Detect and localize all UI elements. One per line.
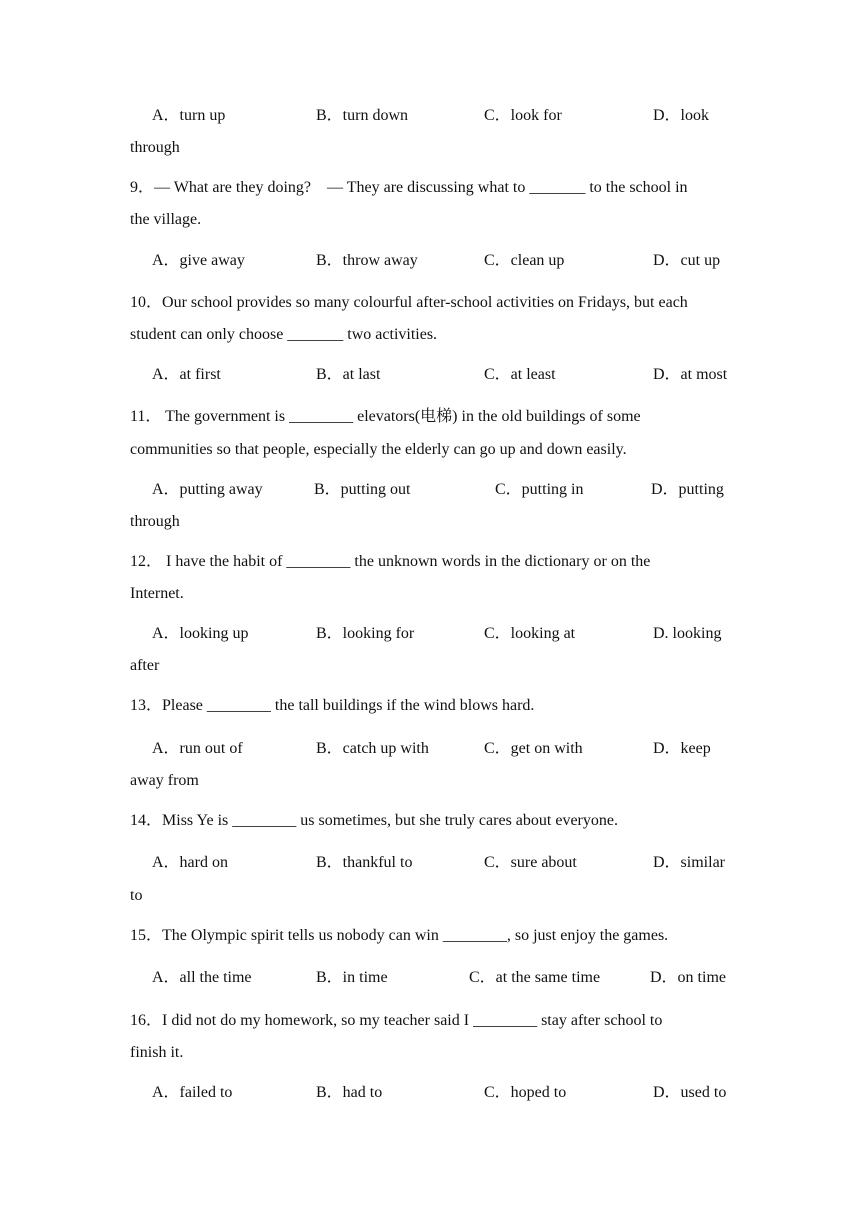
- q8-option-b: B．turn down: [316, 107, 409, 124]
- q14-option-a: A．hard on: [152, 854, 228, 871]
- q12-option-d-wrap: after: [130, 657, 160, 674]
- q16-option-a: A．failed to: [152, 1084, 233, 1101]
- q10-stem-line-2: student can only choose _______ two activities.: [130, 326, 438, 343]
- q12-option-a: A．looking up: [152, 625, 249, 642]
- q15-option-a: A．all the time: [152, 969, 252, 986]
- q10-option-c: C．at least: [484, 366, 556, 383]
- q12-stem-line-1: 12． I have the habit of ________ the unknown words in the dictionary or on the: [130, 553, 651, 570]
- q14-option-b: B．thankful to: [316, 854, 413, 871]
- q11-stem-line-1: 11． The government is ________ elevators(电梯) in the old buildings of some: [130, 408, 641, 425]
- q13-option-c: C．get on with: [484, 740, 583, 757]
- q14-number: 14．: [130, 812, 163, 829]
- q13-option-d: D．keep: [653, 740, 711, 757]
- q8-option-a: A．turn up: [152, 107, 226, 124]
- q13-option-a: A．run out of: [152, 740, 243, 757]
- q11-option-c: C．putting in: [495, 481, 584, 498]
- q8-option-c: C．look for: [484, 107, 562, 124]
- q12-number: 12．: [130, 553, 163, 570]
- q10-number: 10．: [130, 294, 163, 311]
- q12-option-d: D. looking: [653, 625, 722, 642]
- q9-option-d: D．cut up: [653, 252, 721, 269]
- q11-option-d: D．putting: [651, 481, 724, 498]
- q11-option-a: A．putting away: [152, 481, 263, 498]
- q11-option-b: B．putting out: [314, 481, 411, 498]
- q16-option-b: B．had to: [316, 1084, 383, 1101]
- q16-stem-line-1: 16．I did not do my homework, so my teacher said I ________ stay after school to: [130, 1012, 663, 1029]
- q12-option-b: B．looking for: [316, 625, 415, 642]
- q16-stem-line-2: finish it.: [130, 1044, 184, 1061]
- q13-option-d-wrap: away from: [130, 772, 199, 789]
- q12-option-c: C．looking at: [484, 625, 576, 642]
- q10-option-a: A．at first: [152, 366, 221, 383]
- q14-stem-line-1: 14．Miss Ye is ________ us sometimes, but she truly cares about everyone.: [130, 812, 618, 829]
- q15-stem-line-1: 15．The Olympic spirit tells us nobody can win ________, so just enjoy the games.: [130, 927, 669, 944]
- q13-stem-line-1: 13．Please ________ the tall buildings if the wind blows hard.: [130, 697, 535, 714]
- q9-number: 9．: [130, 179, 155, 196]
- q16-option-d: D．used to: [653, 1084, 727, 1101]
- q9-stem-line-2: the village.: [130, 211, 202, 228]
- q12-stem-line-2: Internet.: [130, 585, 184, 602]
- q8-option-d-wrap: through: [130, 139, 180, 156]
- q9-option-b: B．throw away: [316, 252, 418, 269]
- q13-option-b: B．catch up with: [316, 740, 429, 757]
- q10-option-b: B．at last: [316, 366, 381, 383]
- q15-option-d: D．on time: [650, 969, 726, 986]
- q11-stem-line-2: communities so that people, especially the elderly can go up and down easily.: [130, 441, 627, 458]
- q14-option-d: D．similar: [653, 854, 725, 871]
- q16-option-c: C．hoped to: [484, 1084, 567, 1101]
- q15-option-c: C．at the same time: [469, 969, 601, 986]
- q15-option-b: B．in time: [316, 969, 388, 986]
- q8-option-d: D．look: [653, 107, 710, 124]
- q9-stem-line-1: 9．— What are they doing? — They are discussing what to _______ to the school in: [130, 179, 688, 196]
- q10-option-d: D．at most: [653, 366, 728, 383]
- q14-option-c: C．sure about: [484, 854, 577, 871]
- q11-option-d-wrap: through: [130, 513, 180, 530]
- q13-number: 13．: [130, 697, 163, 714]
- q15-number: 15．: [130, 927, 163, 944]
- q9-option-a: A．give away: [152, 252, 245, 269]
- q9-option-c: C．clean up: [484, 252, 565, 269]
- q10-stem-line-1: 10．Our school provides so many colourful after-school activities on Fridays, but each: [130, 294, 688, 311]
- q16-number: 16．: [130, 1012, 163, 1029]
- q14-option-d-wrap: to: [130, 887, 143, 904]
- q11-number: 11．: [130, 408, 162, 425]
